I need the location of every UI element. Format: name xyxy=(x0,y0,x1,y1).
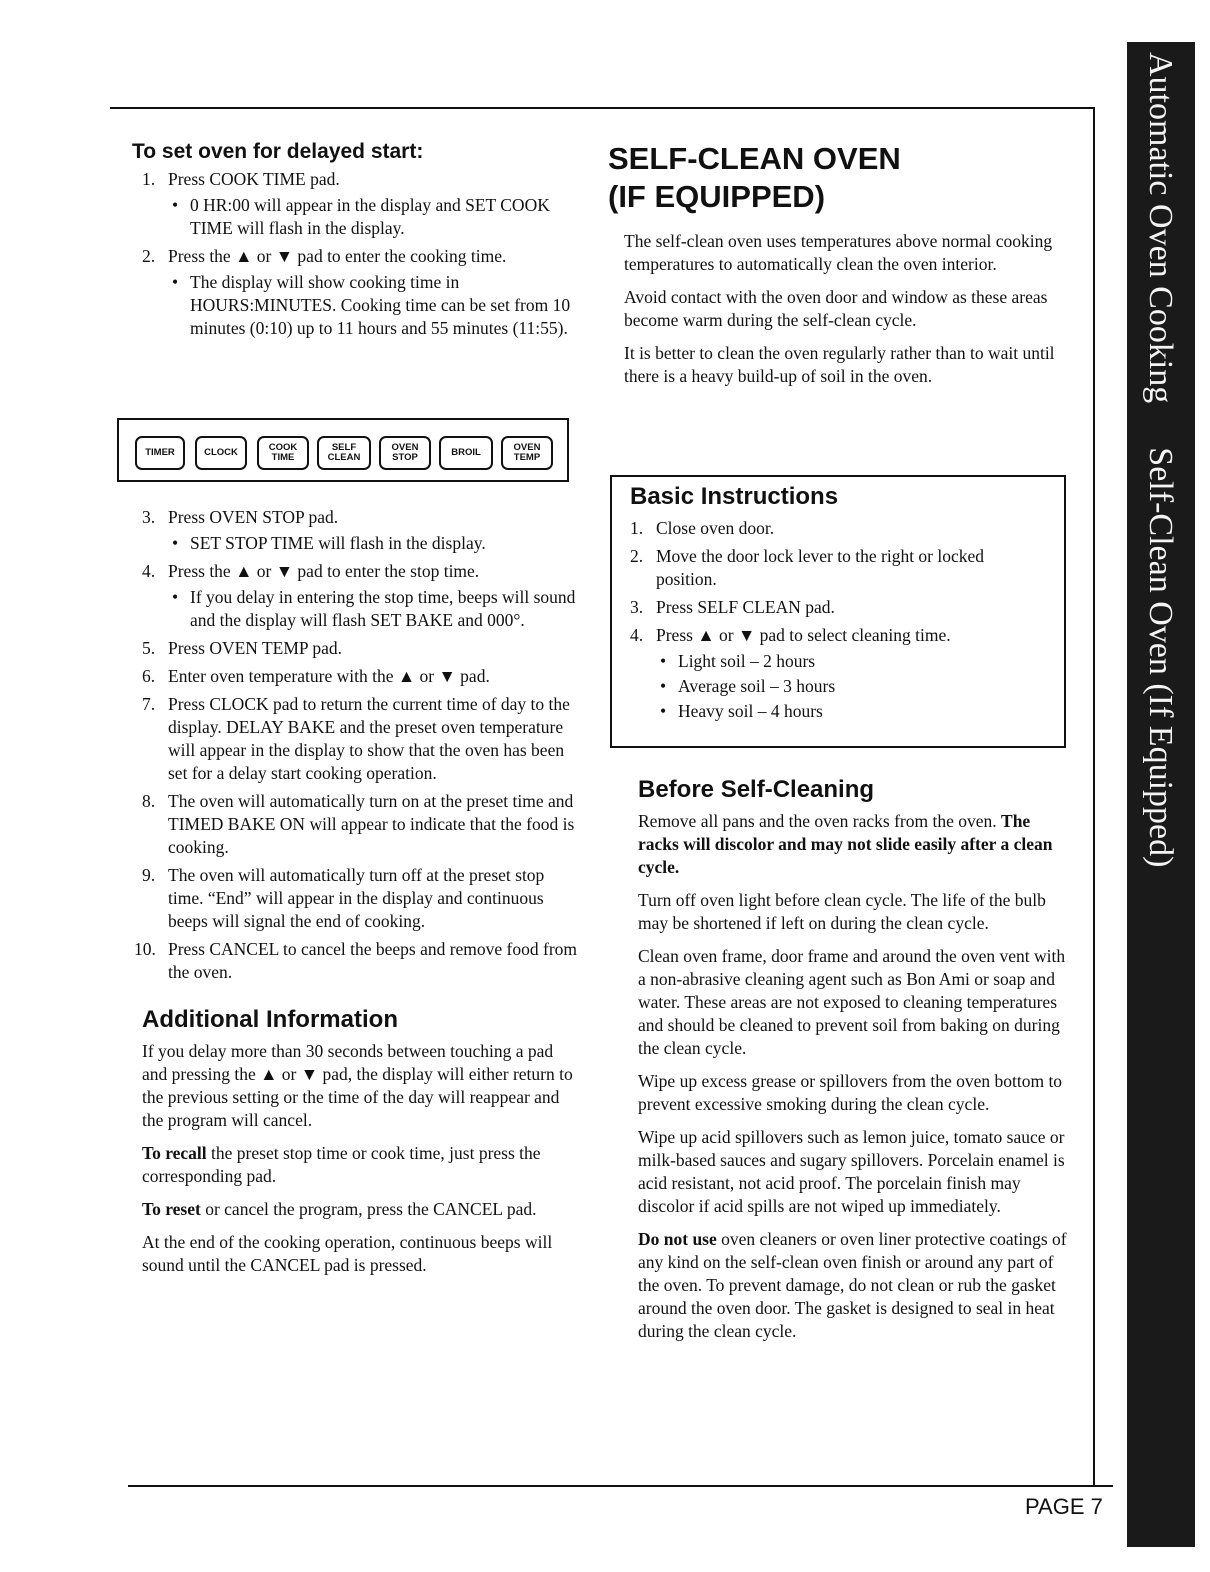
basic-instructions-box xyxy=(610,475,1066,748)
pad-label: COOK TIME xyxy=(268,442,298,463)
cleaners-paragraph xyxy=(638,1228,1068,1343)
left-column-lower xyxy=(134,506,582,1287)
step-text: Press ▲ or ▼ pad to select cleaning time. xyxy=(656,625,951,645)
title-line-2: (IF EQUIPPED) xyxy=(608,179,826,214)
step-3 xyxy=(142,506,582,555)
side-tab-text xyxy=(1140,52,1180,867)
step-number: 1. xyxy=(630,518,644,538)
pad-label: OVEN STOP xyxy=(391,442,419,463)
light-paragraph: Turn off oven light before clean cycle. The life of the bulb may be shortened if left on during the clean cycle. xyxy=(638,890,1046,933)
reset-text: or cancel the program, press the CANCEL pad. xyxy=(200,1199,537,1219)
self-clean-title xyxy=(608,140,1070,216)
step-number: 2. xyxy=(142,246,156,266)
step-text: Press SELF CLEAN pad. xyxy=(656,597,835,617)
step-text: Close oven door. xyxy=(656,518,775,538)
end-paragraph: At the end of the cooking operation, continuous beeps will sound until the CANCEL pad is pressed. xyxy=(142,1232,553,1275)
bottom-rule xyxy=(128,1485,1113,1487)
page-number: PAGE 7 xyxy=(1025,1494,1103,1519)
top-rule xyxy=(110,107,1095,109)
pad-label: OVEN TEMP xyxy=(513,442,541,463)
step-number: 2. xyxy=(630,546,644,566)
step-5 xyxy=(142,637,582,660)
step-text: The oven will automatically turn off at the preset stop time. “End” will appear in the display and continuous beeps will signal the end of cooking. xyxy=(168,865,545,931)
step-9 xyxy=(142,864,582,933)
step-number: 6. xyxy=(142,666,156,686)
step-number: 4. xyxy=(630,625,644,645)
self-clean-intro: The self-clean oven uses temperatures above normal cooking temperatures to automatically clean the oven interior. xyxy=(624,231,1053,274)
step-text: Press OVEN STOP pad. xyxy=(168,507,339,527)
step-number: 7. xyxy=(142,694,156,714)
right-rule xyxy=(1093,107,1095,1485)
basic-step-1 xyxy=(630,517,1048,540)
step-number: 8. xyxy=(142,791,156,811)
clock-pad[interactable] xyxy=(195,436,247,470)
additional-info-heading: Additional Information xyxy=(142,1006,398,1033)
basic-step-4 xyxy=(630,624,1048,723)
racks-text: Remove all pans and the oven racks from the oven. xyxy=(638,811,1002,831)
reset-label: To reset xyxy=(142,1199,201,1219)
step-number: 3. xyxy=(630,597,644,617)
control-pad-panel xyxy=(117,418,569,482)
bullet-item: • SET STOP TIME will flash in the display. xyxy=(168,532,582,555)
step-6 xyxy=(142,665,582,688)
step-text: Press COOK TIME pad. xyxy=(168,169,340,189)
step-number: 1. xyxy=(142,169,156,189)
step-4 xyxy=(142,560,582,632)
step-8 xyxy=(142,790,582,859)
step-text: Move the door lock lever to the right or locked position. xyxy=(656,546,985,589)
step-text: Enter oven temperature with the ▲ or ▼ pad. xyxy=(168,666,490,686)
step-text: Press CLOCK pad to return the current time of day to the display. DELAY BAKE and the preset oven temperature will appear in the display to show that the oven has been set for a delay start cooking operation. xyxy=(168,694,570,783)
self-clean-tip: It is better to clean the oven regularly rather than to wait until there is a heavy build-up of soil in the oven. xyxy=(624,343,1055,386)
step-7 xyxy=(142,693,582,785)
delayed-start-heading: To set oven for delayed start: xyxy=(132,140,424,163)
cleaning-time-option: • Average soil – 3 hours xyxy=(656,675,1048,698)
step-2 xyxy=(142,245,582,340)
cleaners-text: oven cleaners or oven liner protective coatings of any kind on the self-clean oven finish or around any part of the oven. To prevent damage, do not clean or rub the gasket around the oven door. The gasket is designed to seal in heat during the clean cycle. xyxy=(638,1229,1067,1341)
cleaning-time-option: • Light soil – 2 hours xyxy=(656,650,1048,673)
self-clean-pad[interactable] xyxy=(317,436,371,470)
step-10 xyxy=(134,938,582,984)
step-1 xyxy=(142,168,582,240)
pad-label: BROIL xyxy=(451,447,481,458)
step-text: Press CANCEL to cancel the beeps and remove food from the oven. xyxy=(168,939,578,982)
recall-paragraph xyxy=(142,1142,582,1188)
before-self-cleaning-section xyxy=(638,776,1068,1353)
step-text: The oven will automatically turn on at the preset time and TIMED BAKE ON will appear to indicate that the food is cooking. xyxy=(168,791,575,857)
step-text: Press the ▲ or ▼ pad to enter the cooking time. xyxy=(168,246,507,266)
timer-pad[interactable] xyxy=(135,436,185,470)
basic-instructions-heading: Basic Instructions xyxy=(630,483,839,510)
basic-step-2 xyxy=(630,545,1048,591)
basic-step-3 xyxy=(630,596,1048,619)
title-line-1: SELF-CLEAN OVEN xyxy=(608,141,901,176)
reset-paragraph xyxy=(142,1198,582,1221)
pad-label: CLOCK xyxy=(204,447,238,458)
bullet-item: • The display will show cooking time in HOURS:MINUTES. Cooking time can be set from 10 minutes (0:10) up to 11 hours and 55 minutes (11:55). xyxy=(168,271,582,340)
side-tab-text-b: Self-Clean Oven (If Equipped) xyxy=(1142,447,1179,868)
cleaning-time-option: • Heavy soil – 4 hours xyxy=(656,700,1048,723)
recall-label: To recall xyxy=(142,1143,207,1163)
step-text: Press the ▲ or ▼ pad to enter the stop time. xyxy=(168,561,480,581)
step-number: 10. xyxy=(134,939,156,959)
middle-column xyxy=(608,140,1070,398)
oven-stop-pad[interactable] xyxy=(379,436,431,470)
acid-paragraph: Wipe up acid spillovers such as lemon juice, tomato sauce or milk-based sauces and sugary spillovers. Porcelain enamel is acid resistant, not acid proof. The porcelain finish may discolor if acid spills are not wiped up immediately. xyxy=(638,1127,1065,1216)
additional-paragraph: If you delay more than 30 seconds between touching a pad and pressing the ▲ or ▼ pad, the display will either return to the previous setting or the time of the day will reappear and the program will cancel. xyxy=(142,1041,573,1130)
cleaners-warning: Do not use xyxy=(638,1229,717,1249)
racks-warning: The racks will discolor and may not slide easily after a clean cycle. xyxy=(638,811,1053,877)
step-number: 3. xyxy=(142,507,156,527)
grease-paragraph: Wipe up excess grease or spillovers from the oven bottom to prevent excessive smoking during the clean cycle. xyxy=(638,1071,1063,1114)
oven-temp-pad[interactable] xyxy=(501,436,553,470)
bullet-item: • If you delay in entering the stop time, beeps will sound and the display will flash SET BAKE and 000°. xyxy=(168,586,582,632)
pad-label: TIMER xyxy=(145,447,175,458)
racks-paragraph xyxy=(638,810,1068,879)
before-self-cleaning-heading: Before Self-Cleaning xyxy=(638,776,875,803)
bullet-item: • 0 HR:00 will appear in the display and SET COOK TIME will flash in the display. xyxy=(168,194,582,240)
frame-paragraph: Clean oven frame, door frame and around the oven vent with a non-abrasive cleaning agent such as Bon Ami or soap and water. These areas are not exposed to cleaning temperatures and should be cleaned to prevent soil from baking on during the clean cycle. xyxy=(638,946,1066,1058)
step-number: 9. xyxy=(142,865,156,885)
step-number: 5. xyxy=(142,638,156,658)
broil-pad[interactable] xyxy=(439,436,493,470)
step-text: Press OVEN TEMP pad. xyxy=(168,638,343,658)
recall-text: the preset stop time or cook time, just press the corresponding pad. xyxy=(142,1143,541,1186)
step-number: 4. xyxy=(142,561,156,581)
self-clean-warning: Avoid contact with the oven door and window as these areas become warm during the self-clean cycle. xyxy=(624,287,1048,330)
left-column xyxy=(132,140,582,345)
pad-label: SELF CLEAN xyxy=(327,442,361,463)
side-tab-text-a: Automatic Oven Cooking xyxy=(1142,52,1179,404)
cook-time-pad[interactable] xyxy=(257,436,309,470)
